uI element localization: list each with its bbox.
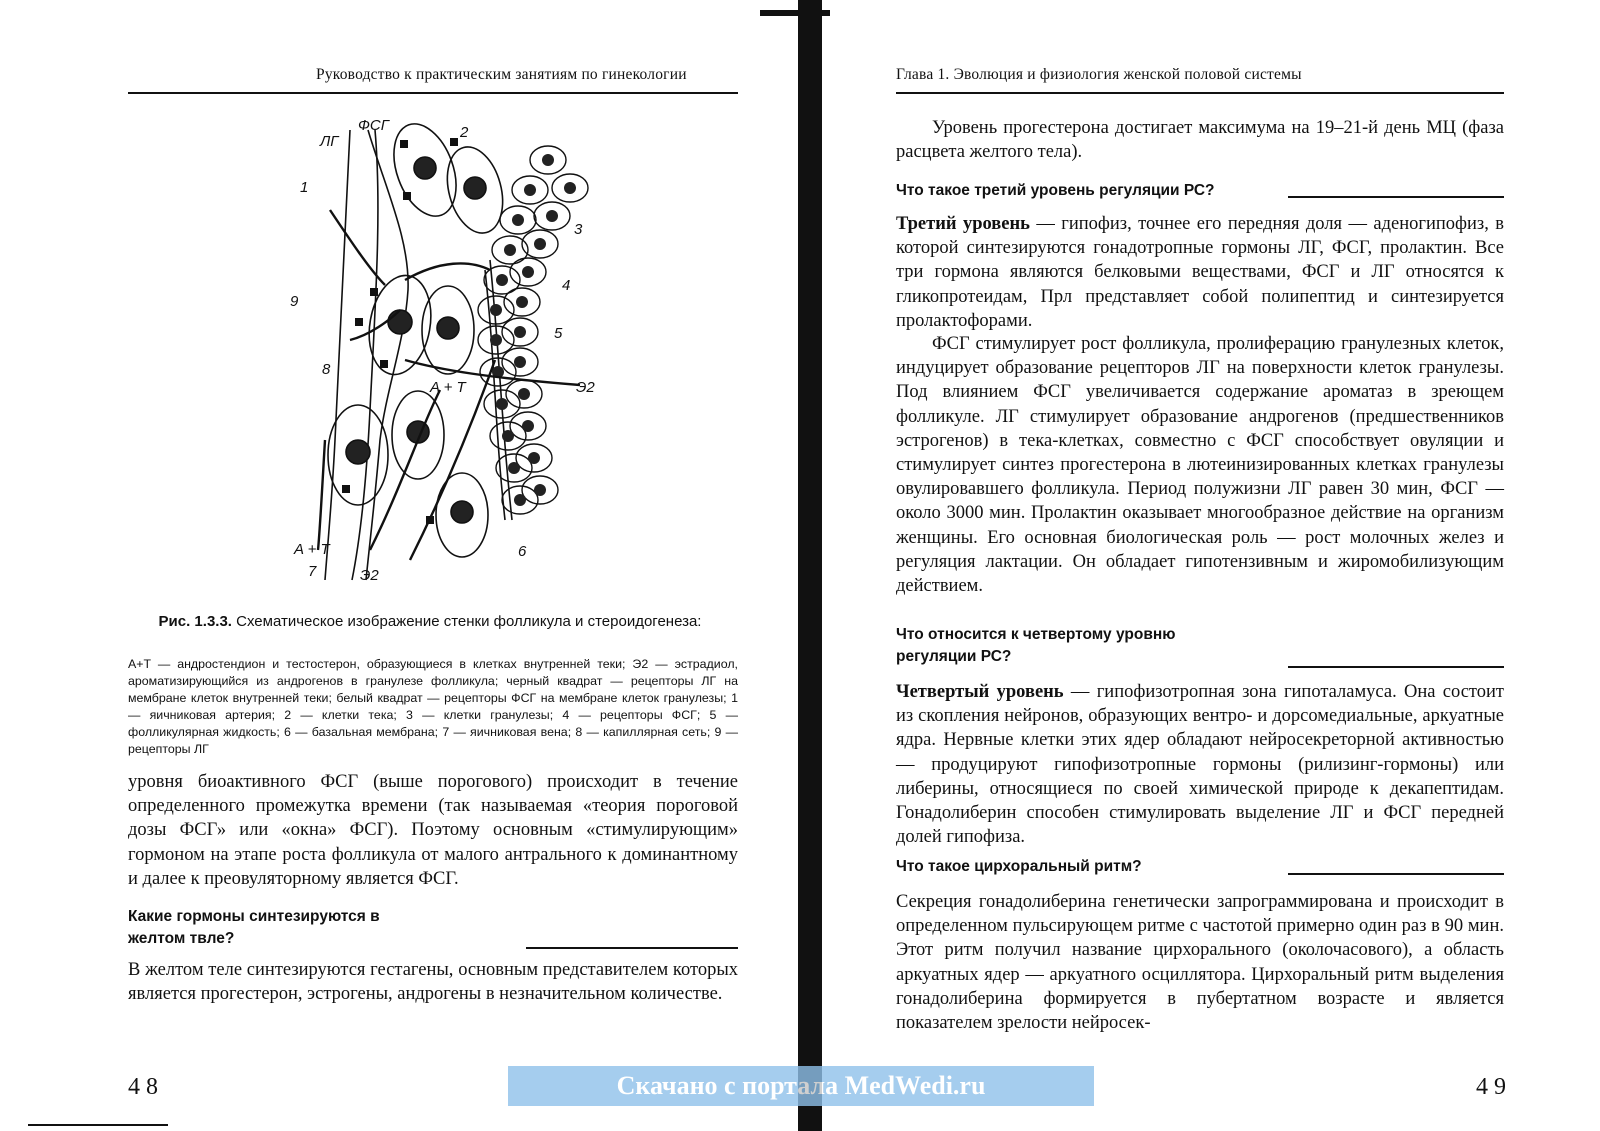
download-watermark [508,1066,1094,1106]
follicle-wall-diagram [290,110,630,595]
right-paragraph-5: Секреция гонадолиберина генетически запрограммирована и происходит в определенном пульсирующем ритме с частотой примерно один раз в 90 мин. Этот ритм получил название цирхорального (околочасового), а область аркуатных ядер — аркуатного осциллятора. Цирхоральный ритм выделения гонадолиберина формируется в пубертатном возрасте и является показателем зрелости нейросек- [896,892,1504,1034]
label-7: 7 [308,563,317,580]
page-number-right: 4 9 [1476,1074,1506,1100]
running-head-left: Руководство к практическим занятиям по гинекологии [316,66,687,83]
left-paragraph-2: В желтом теле синтезируются гестагены, основным представителем которых является прогестерон, эстрогены, андрогены в незначительном количестве. [128,960,738,1005]
left-page [0,0,790,1131]
label-at-inner: A + T [430,379,466,396]
right-page [810,0,1600,1131]
right-question-2-rule [1288,666,1504,668]
right-question-3-rule [1288,873,1504,875]
figure-caption-legend: A+T — андростендион и тестостерон, образующиеся в клетках внутренней теки; Э2 — эстрадиол, ароматизирующийся из андрогенов в гранулезе фолликула; черный квадрат — рецепторы ЛГ на мембране клеток внутренней теки; белый квадрат — рецепторы ФСГ на мембране клеток гранулезы; 1 — яичниковая артерия; 2 — клетки тека; 3 — клетки гранулезы; 4 — рецепторы ФСГ; 5 — фолликулярная жидкость; 6 — базальная мембрана; 7 — яичниковая вена; 8 — капиллярная сеть; 9 — рецепторы ЛГ [128,657,738,756]
label-8: 8 [322,361,331,378]
right-paragraph-3: ФСГ стимулирует рост фолликула, пролиферацию гранулезных клеток, индуцирует образование рецепторов ЛГ на поверхности клеток гранулезы. Под влиянием ФСГ увеличивается содержание ароматаз в зреющем фолликуле. ЛГ стимулирует образование андрогенов (предшественников эстрогенов) в тека-клетках, совместно с ФСГ способствует овуляции и стимулирует синтез прогестерона в лютеинизированных клетках гранулезы овулировавшего фолликула. Период полужизни ЛГ равен 30 мин, ФСГ — около 3000 мин. Пролактин оказывает многообразное действие на организм женщины. Его основная биологическая роль — рост молочных желез и регуляция лактации. Он обладает гипотензивным и жиромобилизующим действием. [896,334,1504,597]
label-e2-bottom: Э2 [360,567,379,584]
right-paragraph-4-text: — гипофизотропная зона гипоталамуса. Она состоит из скопления нейронов, образующих вентро- и дорсомедиальные, аркуатные ядра. Нервные клетки этих ядер обладают нейросекреторной активностью — продуцируют гипофизотропные гормоны (рилизинг-гормоны) или либерины, относящиеся по своей химической природе к декапептидам. Гонадолиберин способен стимулировать выделение ЛГ и ФСГ передней долей гипофиза. [896,682,1504,848]
left-question-1: Какие гормоны синтезируются в желтом твле? [128,908,380,947]
running-head-right: Глава 1. Эволюция и физиология женской половой системы [896,66,1302,83]
label-at-bottom: A + T [294,541,330,558]
label-5: 5 [554,325,563,342]
right-paragraph-4 [896,680,1504,849]
label-6: 6 [518,543,527,560]
bottom-scan-line [28,1124,168,1126]
left-paragraph-1: уровня биоактивного ФСГ (выше порогового) происходит в течение определенного промежутка времени (так называемая «теория пороговой дозы ФСГ» или «окна» ФСГ). Поэтому основным «стимулирующим» гормоном на этапе роста фолликула от малого антрального к доминантному и далее к преовуляторному является ФСГ. [128,772,738,889]
watermark-text: Скачано с портала MedWedi.ru [616,1071,986,1100]
label-lg: ЛГ [320,133,339,150]
left-question-rule [526,947,738,949]
right-question-2: Что относится к четвертому уровню регуляции РС? [896,626,1176,665]
header-rule-left [128,92,738,94]
label-2: 2 [460,124,469,141]
figure-caption-title [140,612,720,632]
label-3: 3 [574,221,583,238]
header-rule-right [896,92,1504,94]
right-paragraph-4-lead: Четвертый уровень [896,682,1064,702]
right-paragraph-2 [896,212,1504,333]
right-question-1: Что такое третий уровень регуляции РС? [896,182,1215,199]
right-paragraph-2-lead: Третий уровень [896,214,1030,234]
right-paragraph-1: Уровень прогестерона достигает максимума на 19–21-й день МЦ (фаза расцвета желтого тела). [896,118,1504,163]
figure-caption-label: Рис. 1.3.3. [158,613,232,630]
label-9: 9 [290,293,299,310]
label-e2-right: Э2 [576,379,595,396]
right-question-1-rule [1288,196,1504,198]
right-paragraph-2-text: — гипофиз, точнее его передняя доля — аденогипофиз, в которой синтезируются гонадотропные гормоны ЛГ, ФСГ, пролактин. Все три гормона являются белковыми веществами, ФСГ и ЛГ относятся к гликопротеидам, Прл представляет собой полипептид и синтезируется пролактофорами. [896,214,1504,331]
label-4: 4 [562,277,571,294]
figure-caption-text: Схематическое изображение стенки фолликула и стероидогенеза: [231,613,702,630]
page-number-left: 4 8 [128,1074,158,1100]
label-1: 1 [300,179,309,196]
label-fsg: ФСГ [358,117,389,134]
right-question-3: Что такое цирхоральный ритм? [896,858,1142,875]
